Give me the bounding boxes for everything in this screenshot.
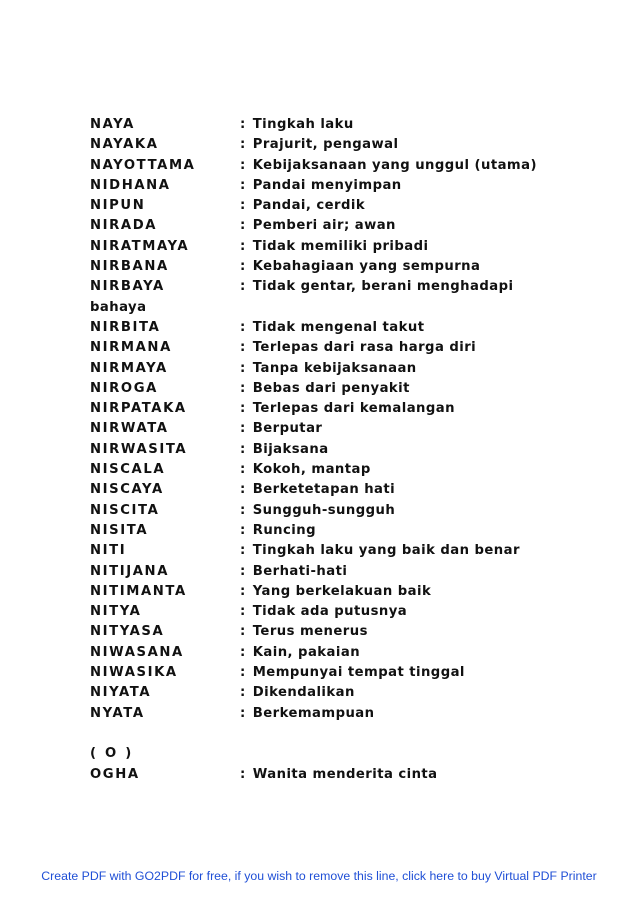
entry-definition: : Terus menerus <box>240 624 368 640</box>
entry-term: NISCAYA <box>90 482 164 498</box>
entry-term: NITIJANA <box>90 563 170 579</box>
entry-term: NISITA <box>90 522 149 538</box>
entry-term: NISCITA <box>90 502 160 518</box>
entry-term: NIRMANA <box>90 340 172 356</box>
entry-term: NYATA <box>90 705 145 721</box>
entry-term: NIRMAYA <box>90 360 168 376</box>
entry-definition-text: Tidak ada putusnya <box>252 604 408 620</box>
entry-definition-text: Tanpa kebijaksanaan <box>252 360 417 376</box>
entry-definition: : Tidak memiliki pribadi <box>240 238 429 254</box>
entry-term: NIDHANA <box>90 177 171 193</box>
entry-definition: : Kain, pakaian <box>240 644 361 660</box>
entry-definition: : Kokoh, mantap <box>240 462 371 478</box>
entry-definition-text: Wanita menderita cinta <box>252 766 438 782</box>
entry-definition: : Tidak ada putusnya <box>240 604 408 620</box>
glossary-entry <box>90 359 610 379</box>
entry-term: NAYAKA <box>90 137 159 153</box>
entry-definition-text: Terlepas dari kemalangan <box>252 401 455 417</box>
glossary-entry <box>90 683 610 703</box>
entry-term: NITYA <box>90 604 142 620</box>
entry-definition-text: Berputar <box>252 421 323 437</box>
glossary-entry <box>90 135 610 155</box>
glossary-entry <box>90 399 610 419</box>
entry-definition-text: Sungguh-sungguh <box>252 502 396 518</box>
glossary-entry <box>90 480 610 500</box>
entry-term: NISCALA <box>90 462 166 478</box>
glossary-entry <box>90 704 610 724</box>
entry-term: NIPUN <box>90 198 146 214</box>
glossary-list <box>90 115 610 785</box>
entry-definition: : Berputar <box>240 421 323 437</box>
entry-definition-text: Pandai menyimpan <box>252 177 402 193</box>
entry-definition-text: Kebahagiaan yang sempurna <box>252 259 481 275</box>
entry-definition-text: Yang berkelakuan baik <box>252 583 432 599</box>
glossary-entry <box>90 156 610 176</box>
entry-definition-text: Tidak memiliki pribadi <box>252 238 429 254</box>
glossary-entry <box>90 419 610 439</box>
entry-definition-text: Tidak mengenal takut <box>252 319 425 335</box>
entry-term: NIRBITA <box>90 319 161 335</box>
entry-definition: : Berkemampuan <box>240 705 375 721</box>
entry-term: NAYOTTAMA <box>90 157 196 173</box>
entry-term: NITYASA <box>90 624 165 640</box>
entry-term: OGHA <box>90 766 140 782</box>
entry-term: NIROGA <box>90 380 158 396</box>
glossary-entry <box>90 196 610 216</box>
entry-definition-text: Tingkah laku <box>252 117 354 132</box>
entry-definition-text: Tingkah laku yang baik dan benar <box>252 543 520 559</box>
entry-definition-text: Kain, pakaian <box>252 644 361 660</box>
glossary-entry <box>90 622 610 642</box>
entry-definition: : Berketetapan hati <box>240 482 396 498</box>
entry-definition-text: Berkemampuan <box>252 705 375 721</box>
entry-definition: : Kebahagiaan yang sempurna <box>240 259 481 275</box>
entry-definition: : Kebijaksanaan yang unggul (utama) <box>240 157 537 173</box>
entry-definition: : Sungguh-sungguh <box>240 502 396 518</box>
glossary-entry <box>90 338 610 358</box>
entry-definition: : Tidak gentar, berani menghadapi <box>240 279 514 295</box>
entry-term: NIWASIKA <box>90 665 178 681</box>
entry-definition-text: Pemberi air; awan <box>252 218 396 234</box>
glossary-entry <box>90 440 610 460</box>
entry-term: NITIMANTA <box>90 583 187 599</box>
entry-definition: : Tidak mengenal takut <box>240 319 425 335</box>
entry-definition-text: Terlepas dari rasa harga diri <box>252 340 477 356</box>
entry-definition: : Dikendalikan <box>240 685 355 701</box>
glossary-entry <box>90 521 610 541</box>
entry-definition-text: Berketetapan hati <box>252 482 396 498</box>
glossary-entry <box>90 460 610 480</box>
glossary-entry <box>90 765 610 785</box>
entry-term: NAYA <box>90 117 135 132</box>
entry-definition: : Bebas dari penyakit <box>240 380 410 396</box>
entry-term: NITI <box>90 543 127 559</box>
entry-term: NIRATMAYA <box>90 238 190 254</box>
glossary-entry <box>90 602 610 622</box>
glossary-entry <box>90 176 610 196</box>
glossary-entry <box>90 318 610 338</box>
entry-definition: : Terlepas dari rasa harga diri <box>240 340 477 356</box>
entry-definition: : Pandai, cerdik <box>240 198 366 214</box>
glossary-entry <box>90 562 610 582</box>
glossary-entry <box>90 257 610 277</box>
entry-definition: : Pemberi air; awan <box>240 218 396 234</box>
entry-term: NIRBAYA <box>90 279 165 295</box>
glossary-entry <box>90 643 610 663</box>
footer-promo-link[interactable]: Create PDF with GO2PDF for free, if you wish to remove this line, click here to buy Virtual PDF Printer <box>41 869 597 883</box>
entry-definition-text: Bijaksana <box>252 441 329 457</box>
entry-definition: : Tingkah laku <box>240 117 354 132</box>
section-heading <box>90 744 610 764</box>
entry-definition: : Terlepas dari kemalangan <box>240 401 455 417</box>
entry-term: NIYATA <box>90 685 152 701</box>
entry-definition: : Wanita menderita cinta <box>240 766 438 782</box>
entry-definition-text: Kokoh, mantap <box>252 462 371 478</box>
entry-term: NIRPATAKA <box>90 401 187 417</box>
glossary-entry <box>90 237 610 257</box>
entry-definition-text: Dikendalikan <box>252 685 355 701</box>
entry-definition-text: Berhati-hati <box>252 563 348 579</box>
section-heading-text: ( O ) <box>90 746 134 762</box>
glossary-entry <box>90 115 610 135</box>
glossary-entry <box>90 501 610 521</box>
entry-definition: : Berhati-hati <box>240 563 348 579</box>
glossary-entry <box>90 663 610 683</box>
glossary-entry <box>90 541 610 561</box>
entry-term: NIWASANA <box>90 644 184 660</box>
entry-definition-text: Mempunyai tempat tinggal <box>252 665 465 681</box>
entry-definition-text: Terus menerus <box>252 624 368 640</box>
entry-definition-text: Tidak gentar, berani menghadapi <box>252 279 514 295</box>
entry-definition-text: Pandai, cerdik <box>252 198 366 214</box>
entry-definition-text: Kebijaksanaan yang unggul (utama) <box>252 157 537 173</box>
glossary-entry-continuation <box>90 298 610 318</box>
glossary-entry <box>90 582 610 602</box>
glossary-entry <box>90 216 610 236</box>
entry-definition: : Yang berkelakuan baik <box>240 583 432 599</box>
entry-definition: : Bijaksana <box>240 441 329 457</box>
entry-definition: : Prajurit, pengawal <box>240 137 399 153</box>
entry-term: NIRBANA <box>90 259 169 275</box>
entry-definition: : Tanpa kebijaksanaan <box>240 360 417 376</box>
entry-definition: : Mempunyai tempat tinggal <box>240 665 465 681</box>
entry-definition-continuation: bahaya <box>90 299 147 315</box>
entry-term: NIRWATA <box>90 421 169 437</box>
section-spacer <box>90 724 610 744</box>
glossary-entry <box>90 379 610 399</box>
glossary-entry <box>90 277 610 297</box>
entry-definition-text: Runcing <box>252 522 316 538</box>
entry-definition-text: Bebas dari penyakit <box>252 380 410 396</box>
entry-definition: : Pandai menyimpan <box>240 177 402 193</box>
entry-definition: : Tingkah laku yang baik dan benar <box>240 543 520 559</box>
entry-term: NIRADA <box>90 218 158 234</box>
entry-definition: : Runcing <box>240 522 316 538</box>
entry-definition-text: Prajurit, pengawal <box>252 137 399 153</box>
entry-term: NIRWASITA <box>90 441 188 457</box>
